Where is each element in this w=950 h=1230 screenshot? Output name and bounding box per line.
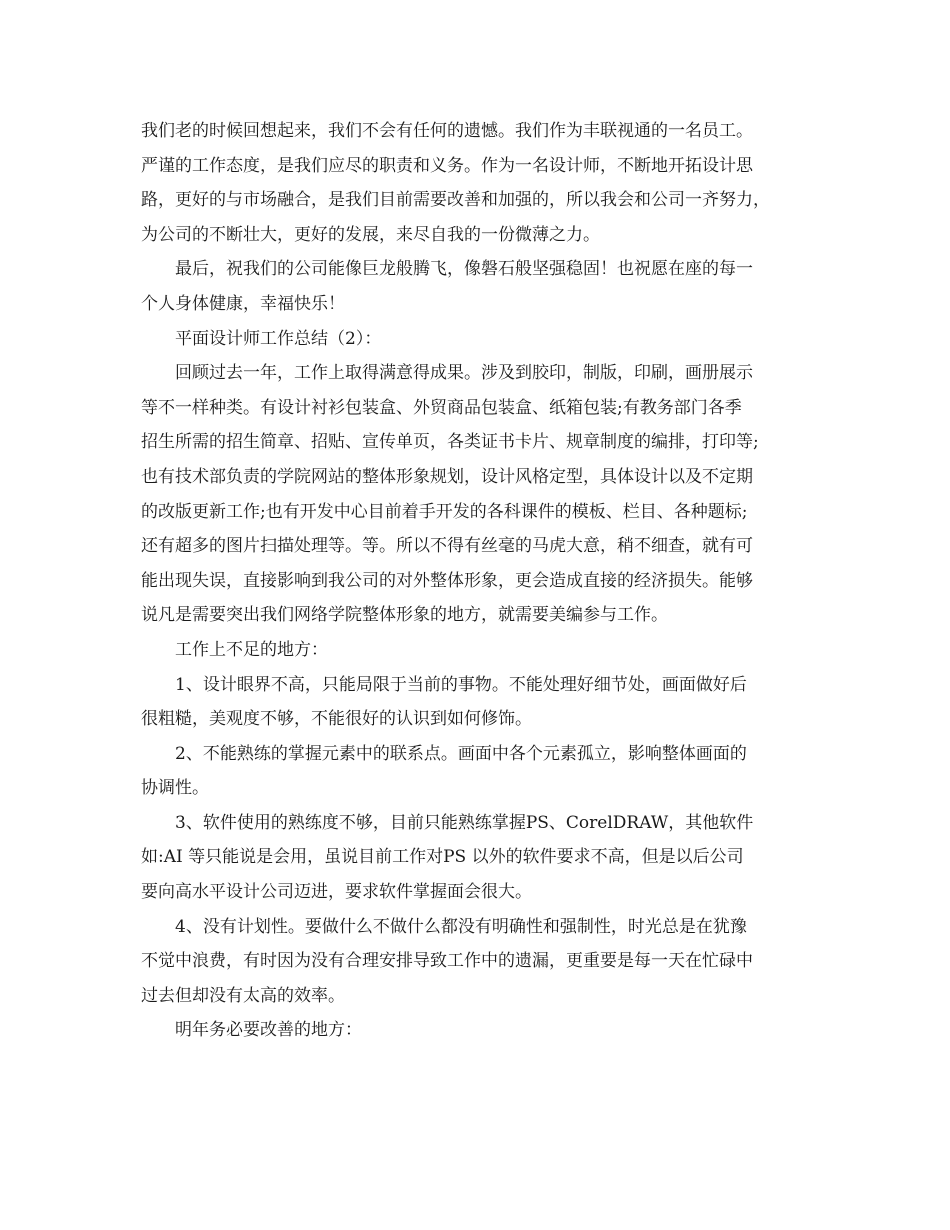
section-heading: [141, 322, 821, 357]
subheading-shortcomings: [141, 633, 821, 668]
paragraph-1: [141, 114, 821, 252]
text-line: 明年务必要改善的地方：: [175, 1020, 362, 1041]
list-item-2: [141, 737, 821, 806]
text-line: 个人身体健康，幸福快乐！: [141, 293, 345, 314]
paragraph-2: [141, 252, 821, 321]
text-line: 最后，祝我们的公司能像巨龙般腾飞，像磐石般坚强稳固！也祝愿在座的每一: [175, 259, 753, 280]
text-line: 的改版更新工作;也有开发中心目前着手开发的各科课件的模板、栏目、各种题标;: [141, 501, 748, 522]
text-line: 4、没有计划性。要做什么不做什么都没有明确性和强制性，时光总是在犹豫: [175, 916, 747, 937]
text-line: 能出现失误，直接影响到我公司的对外整体形象，更会造成直接的经济损失。能够: [141, 570, 753, 591]
text-line: 路，更好的与市场融合，是我们目前需要改善和加强的，所以我会和公司一齐努力，: [141, 190, 770, 211]
text-line: 还有超多的图片扫描处理等。等。所以不得有丝毫的马虎大意，稍不细查，就有可: [141, 536, 753, 557]
text-line: 回顾过去一年，工作上取得满意得成果。涉及到胶印，制版，印刷，画册展示: [175, 363, 753, 384]
text-line: 说凡是需要突出我们网络学院整体形象的地方，就需要美编参与工作。: [141, 605, 668, 626]
text-line: 也有技术部负责的学院网站的整体形象规划，设计风格定型，具体设计以及不定期: [141, 466, 753, 487]
text-line: 协调性。: [141, 778, 209, 799]
text-line: 过去但却没有太高的效率。: [141, 985, 345, 1006]
text-line: 很粗糙，美观度不够，不能很好的认识到如何修饰。: [141, 709, 532, 730]
text-line: 如:AI 等只能说是会用，虽说目前工作对PS 以外的软件要求不高，但是以后公司: [141, 847, 744, 868]
list-item-3: [141, 806, 821, 910]
text-line: 工作上不足的地方：: [175, 639, 328, 660]
list-item-4: [141, 910, 821, 1014]
text-line: 等不一样种类。有设计衬衫包装盒、外贸商品包装盒、纸箱包装;有教务部门各季: [141, 397, 742, 418]
subheading-improvements: [141, 1013, 821, 1048]
heading-line: 平面设计师工作总结（2）：: [175, 328, 382, 349]
text-line: 为公司的不断壮大，更好的发展，来尽自我的一份微薄之力。: [141, 224, 600, 245]
text-line: 1、设计眼界不高，只能局限于当前的事物。不能处理好细节处，画面做好后: [175, 674, 747, 695]
text-line: 2、不能熟练的掌握元素中的联系点。画面中各个元素孤立，影响整体画面的: [175, 743, 747, 764]
text-line: 招生所需的招生简章、招贴、宣传单页，各类证书卡片、规章制度的编排，打印等;: [141, 432, 759, 453]
text-line: 要向高水平设计公司迈进，要求软件掌握面会很大。: [141, 882, 532, 903]
list-item-1: [141, 668, 821, 737]
text-line: 3、软件使用的熟练度不够，目前只能熟练掌握PS、CorelDRAW，其他软件: [175, 812, 754, 833]
text-line: 我们老的时候回想起来，我们不会有任何的遗憾。我们作为丰联视通的一名员工。: [141, 121, 753, 141]
paragraph-4: [141, 356, 821, 633]
text-line: 不觉中浪费，有时因为没有合理安排导致工作中的遗漏，更重要是每一天在忙碌中: [141, 951, 753, 972]
text-line: 严谨的工作态度，是我们应尽的职责和义务。作为一名设计师，不断地开拓设计思: [141, 155, 753, 176]
document-body: [141, 114, 821, 1048]
